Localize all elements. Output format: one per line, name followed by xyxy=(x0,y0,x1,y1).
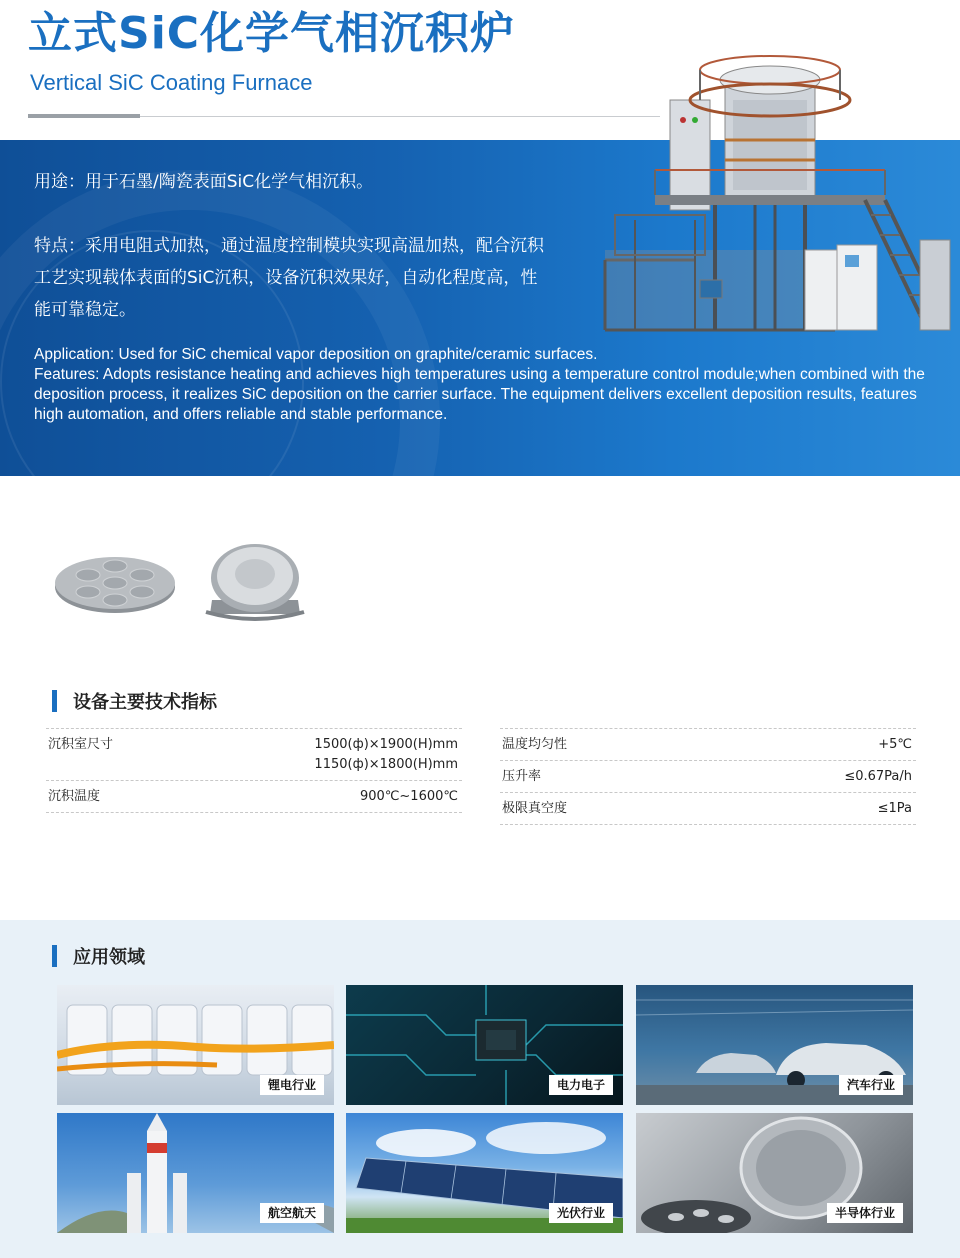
applications-title: 应用领域 xyxy=(73,947,145,968)
spec-value-line: 1150(ф)×1800(H)mm xyxy=(314,757,458,772)
spec-label: 温度均匀性 xyxy=(502,737,568,752)
application-tile-aerospace xyxy=(57,1113,334,1233)
application-tile-lithium xyxy=(57,985,334,1105)
usage-text: 用途：用于石墨/陶瓷表面SiC化学气相沉积。 xyxy=(34,172,374,192)
spec-value: 900℃~1600℃ xyxy=(360,789,458,804)
application-tile-photovoltaic xyxy=(346,1113,623,1233)
title-underline xyxy=(28,114,140,118)
application-label: 航空航天 xyxy=(260,1203,324,1223)
specs-section-header xyxy=(52,688,217,714)
furnace-equipment-image xyxy=(575,40,960,340)
application-label: 光伏行业 xyxy=(549,1203,613,1223)
application-en-text: Application: Used for SiC chemical vapor deposition on graphite/ceramic surfaces. xyxy=(34,346,598,363)
application-label: 电力电子 xyxy=(549,1075,613,1095)
spec-value xyxy=(314,735,458,775)
page-title: 立式SiC化学气相沉积炉 xyxy=(28,8,516,59)
spec-label: 压升率 xyxy=(502,769,542,784)
page-subtitle: Vertical SiC Coating Furnace xyxy=(30,70,313,95)
specs-title: 设备主要技术指标 xyxy=(73,692,217,713)
spec-row xyxy=(46,729,462,781)
spec-value: ≤1Pa xyxy=(877,801,912,816)
english-description xyxy=(34,345,934,425)
spec-label: 沉积温度 xyxy=(48,789,101,804)
graphite-tray-image xyxy=(52,552,178,616)
spec-row xyxy=(500,761,916,793)
application-label: 汽车行业 xyxy=(839,1075,903,1095)
spec-label: 极限真空度 xyxy=(502,801,568,816)
application-label: 半导体行业 xyxy=(827,1203,903,1223)
spec-row xyxy=(500,793,916,825)
spec-label: 沉积室尺寸 xyxy=(48,737,114,752)
spec-value: +5℃ xyxy=(878,737,912,752)
spec-value-line: 1500(ф)×1900(H)mm xyxy=(314,737,458,752)
graphite-ring-part-image xyxy=(202,542,308,622)
specs-left-column xyxy=(46,728,462,813)
application-label: 锂电行业 xyxy=(260,1075,324,1095)
applications-section-header xyxy=(52,943,145,969)
spec-row xyxy=(500,729,916,761)
application-tile-automotive xyxy=(636,985,913,1105)
section-accent-bar xyxy=(52,945,57,967)
application-tile-semiconductor xyxy=(636,1113,913,1233)
features-en-text: Features: Adopts resistance heating and achieves high temperatures using a temperature control module;when combined with the deposition process, it realizes SiC deposition on the carrier surface. The equipment delivers excellent deposition results, features high automation, and offers reliable and stable performance. xyxy=(34,366,925,423)
specs-right-column xyxy=(500,728,916,825)
application-tile-power-electronics xyxy=(346,985,623,1105)
features-text: 特点：采用电阻式加热，通过温度控制模块实现高温加热，配合沉积工艺实现载体表面的SiC沉积，设备沉积效果好，自动化程度高，性能可靠稳定。 xyxy=(34,236,544,320)
section-accent-bar xyxy=(52,690,57,712)
spec-row xyxy=(46,781,462,813)
spec-value: ≤0.67Pa/h xyxy=(844,769,912,784)
